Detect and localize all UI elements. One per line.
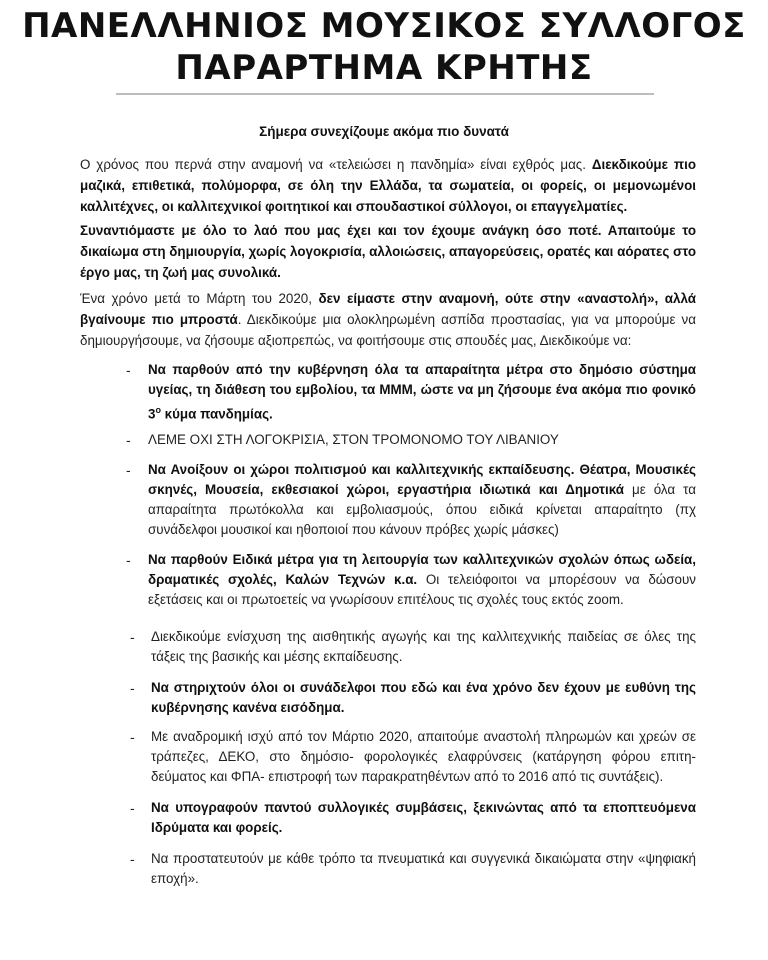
list-dash: - [130, 800, 135, 816]
subtitle: Σήμερα συνεχίζουμε ακόμα πιο δυνατά [259, 124, 509, 139]
list-dash: - [126, 432, 131, 448]
list-dash: - [126, 462, 131, 478]
paragraph-1-text: Ο χρόνος που περνά στην αναμονή να «τελειώσει η πανδημία» είναι εχθρός μας. [80, 157, 592, 172]
list-item-8-bold: Να υπογραφούν παντού συλλογικές συμβάσεις, ξεκινώντας από τα εποπτευόμενα Ιδρύματα και φορείς. [151, 800, 696, 835]
paragraph-1-bold: Διεκδικούμε πιο μαζικά, επιθετικά, πολύμορφα, σε όλη την Ελλάδα, τα σωματεία, οι φορείς, οι μεμονωμένοι καλλιτέχνες, οι καλλιτεχνικοί φοιτητικοί και σπουδαστικοί σύλλογοι, οι επαγγελματίες. [80, 157, 696, 214]
list-item-4-text: Οι τελειόφοιτοι να μπορέσουν να δώσουν εξετάσεις και οι πρωτοετείς να γνωρίσουν επιτέλους τις σχολές τους εκτός zoom. [148, 572, 696, 607]
list-item-5-text: Διεκδικούμε ενίσχυση της αισθητικής αγωγής και της καλλιτεχνικής παιδείας σε όλες της τάξεις της βασικής και μέσης εκπαίδευσης. [151, 629, 696, 664]
list-dash: - [130, 851, 135, 867]
paragraph-1 [80, 154, 696, 217]
list-item-6-bold: Να στηριχτούν όλοι οι συνάδελφοι που εδώ και ένα χρόνο δεν έχουν με ευθύνη της κυβέρνησης κανένα εισόδημα. [151, 680, 696, 715]
list-item-7-text: Με αναδρομική ισχύ από τον Μάρτιο 2020, απαιτούμε αναστολή πληρωμών και χρεών σε τράπεζες, ΔΕΚΟ, στο δημόσιο- φορολογικές ελαφρύνσεις (κατάργηση φόρου επιτη- δεύματος και ΦΠΑ- επιστροφή των παρακρατηθέντων από το 2016 από τις συντάξεις). [151, 729, 696, 784]
list-item-8 [151, 798, 696, 838]
paragraph-3-text-b: . Διεκδικούμε μια ολοκληρωμένη ασπίδα προστασίας, για να μπορούμε να δημιουργήσουμε, να ζήσουμε αξιοπρεπώς, να φοιτήσουμε στις σπουδές μας, Διεκδικούμε να: [80, 312, 696, 348]
list-item-1-sup: ο [155, 405, 161, 415]
list-dash: - [130, 629, 135, 645]
paragraph-3-text-a: Ένα χρόνο μετά το Μάρτη του 2020, [80, 291, 319, 306]
list-item-3-text: με όλα τα απαραίτητα πρωτόκολλα και εμβολιασμούς, όπου ειδικά κρίνεται απαραίτητο (πχ συνάδελφοι μουσικοί και ηθοποιοί που κάνουν πρόβες χωρίς μάσκες) [148, 482, 696, 537]
list-item-9-text: Να προστατευτούν με κάθε τρόπο τα πνευματικά και συγγενικά δικαιώματα στην «ψηφιακή εποχή». [151, 851, 696, 886]
paragraph-3-bold: δεν είμαστε στην αναμονή, ούτε στην «αναστολή», αλλά βγαίνουμε πιο μπροστά [80, 291, 696, 327]
paragraph-2-bold: Συναντιόμαστε με όλο το λαό που μας έχει και τον έχουμε ανάγκη όσο ποτέ. Απαιτούμε το δικαίωμα στη δημιουργία, χωρίς λογοκρισία, αλλοιώσεις, απαγορεύσεις, ορατές και αόρατες στο έργο μας, τη ζωή μας συνολικά. [80, 223, 696, 280]
title-line-1: ΠΑΝΕΛΛΗΝΙΟΣ ΜΟΥΣΙΚΟΣ ΣΥΛΛΟΓΟΣ [22, 6, 746, 46]
title-line-2: ΠΑΡΑΡΤΗΜΑ ΚΡΗΤΗΣ [175, 48, 593, 88]
list-dash: - [126, 362, 131, 378]
list-item-1-bold-a: Να παρθούν από την κυβέρνηση όλα τα απαραίτητα μέτρα στο δημόσιο σύστημα υγείας, τη διάθεση του εμβολίου, τα ΜΜΜ, ώστε να μη ζήσουμε ένα ακόμα πιο φονικό 3 [148, 362, 696, 422]
list-item-1 [148, 360, 696, 424]
header-divider [116, 93, 654, 95]
list-item-3 [148, 460, 696, 540]
list-item-9 [151, 849, 696, 889]
list-dash: - [130, 729, 135, 745]
paragraph-2 [80, 220, 696, 283]
list-item-6 [151, 678, 696, 718]
list-item-7 [151, 727, 696, 787]
paragraph-3 [80, 288, 696, 351]
list-item-5 [151, 627, 696, 667]
list-item-1-bold-b: κύμα πανδημίας. [160, 406, 273, 422]
list-dash: - [130, 680, 135, 696]
list-item-2-text: ΛΕΜΕ ΟΧΙ ΣΤΗ ΛΟΓΟΚΡΙΣΙΑ, ΣΤΟΝ ΤΡΟΜΟΝΟΜΟ ΤΟΥ ΛΙΒΑΝΙΟΥ [148, 432, 559, 447]
list-item-4-bold: Να παρθούν Ειδικά μέτρα για τη λειτουργία των καλλιτεχνικών σχολών όπως ωδεία, δραματικές σχολές, Καλών Τεχνών κ.α. [148, 552, 696, 587]
list-item-2 [148, 430, 696, 450]
list-item-4 [148, 550, 696, 610]
list-item-3-bold: Να Ανοίξουν οι χώροι πολιτισμού και καλλιτεχνικής εκπαίδευσης. Θέατρα, Μουσικές σκηνές, Μουσεία, εκθεσιακοί χώροι, εργαστήρια ιδιωτικά και Δημοτικά [148, 462, 696, 497]
list-dash: - [126, 552, 131, 568]
